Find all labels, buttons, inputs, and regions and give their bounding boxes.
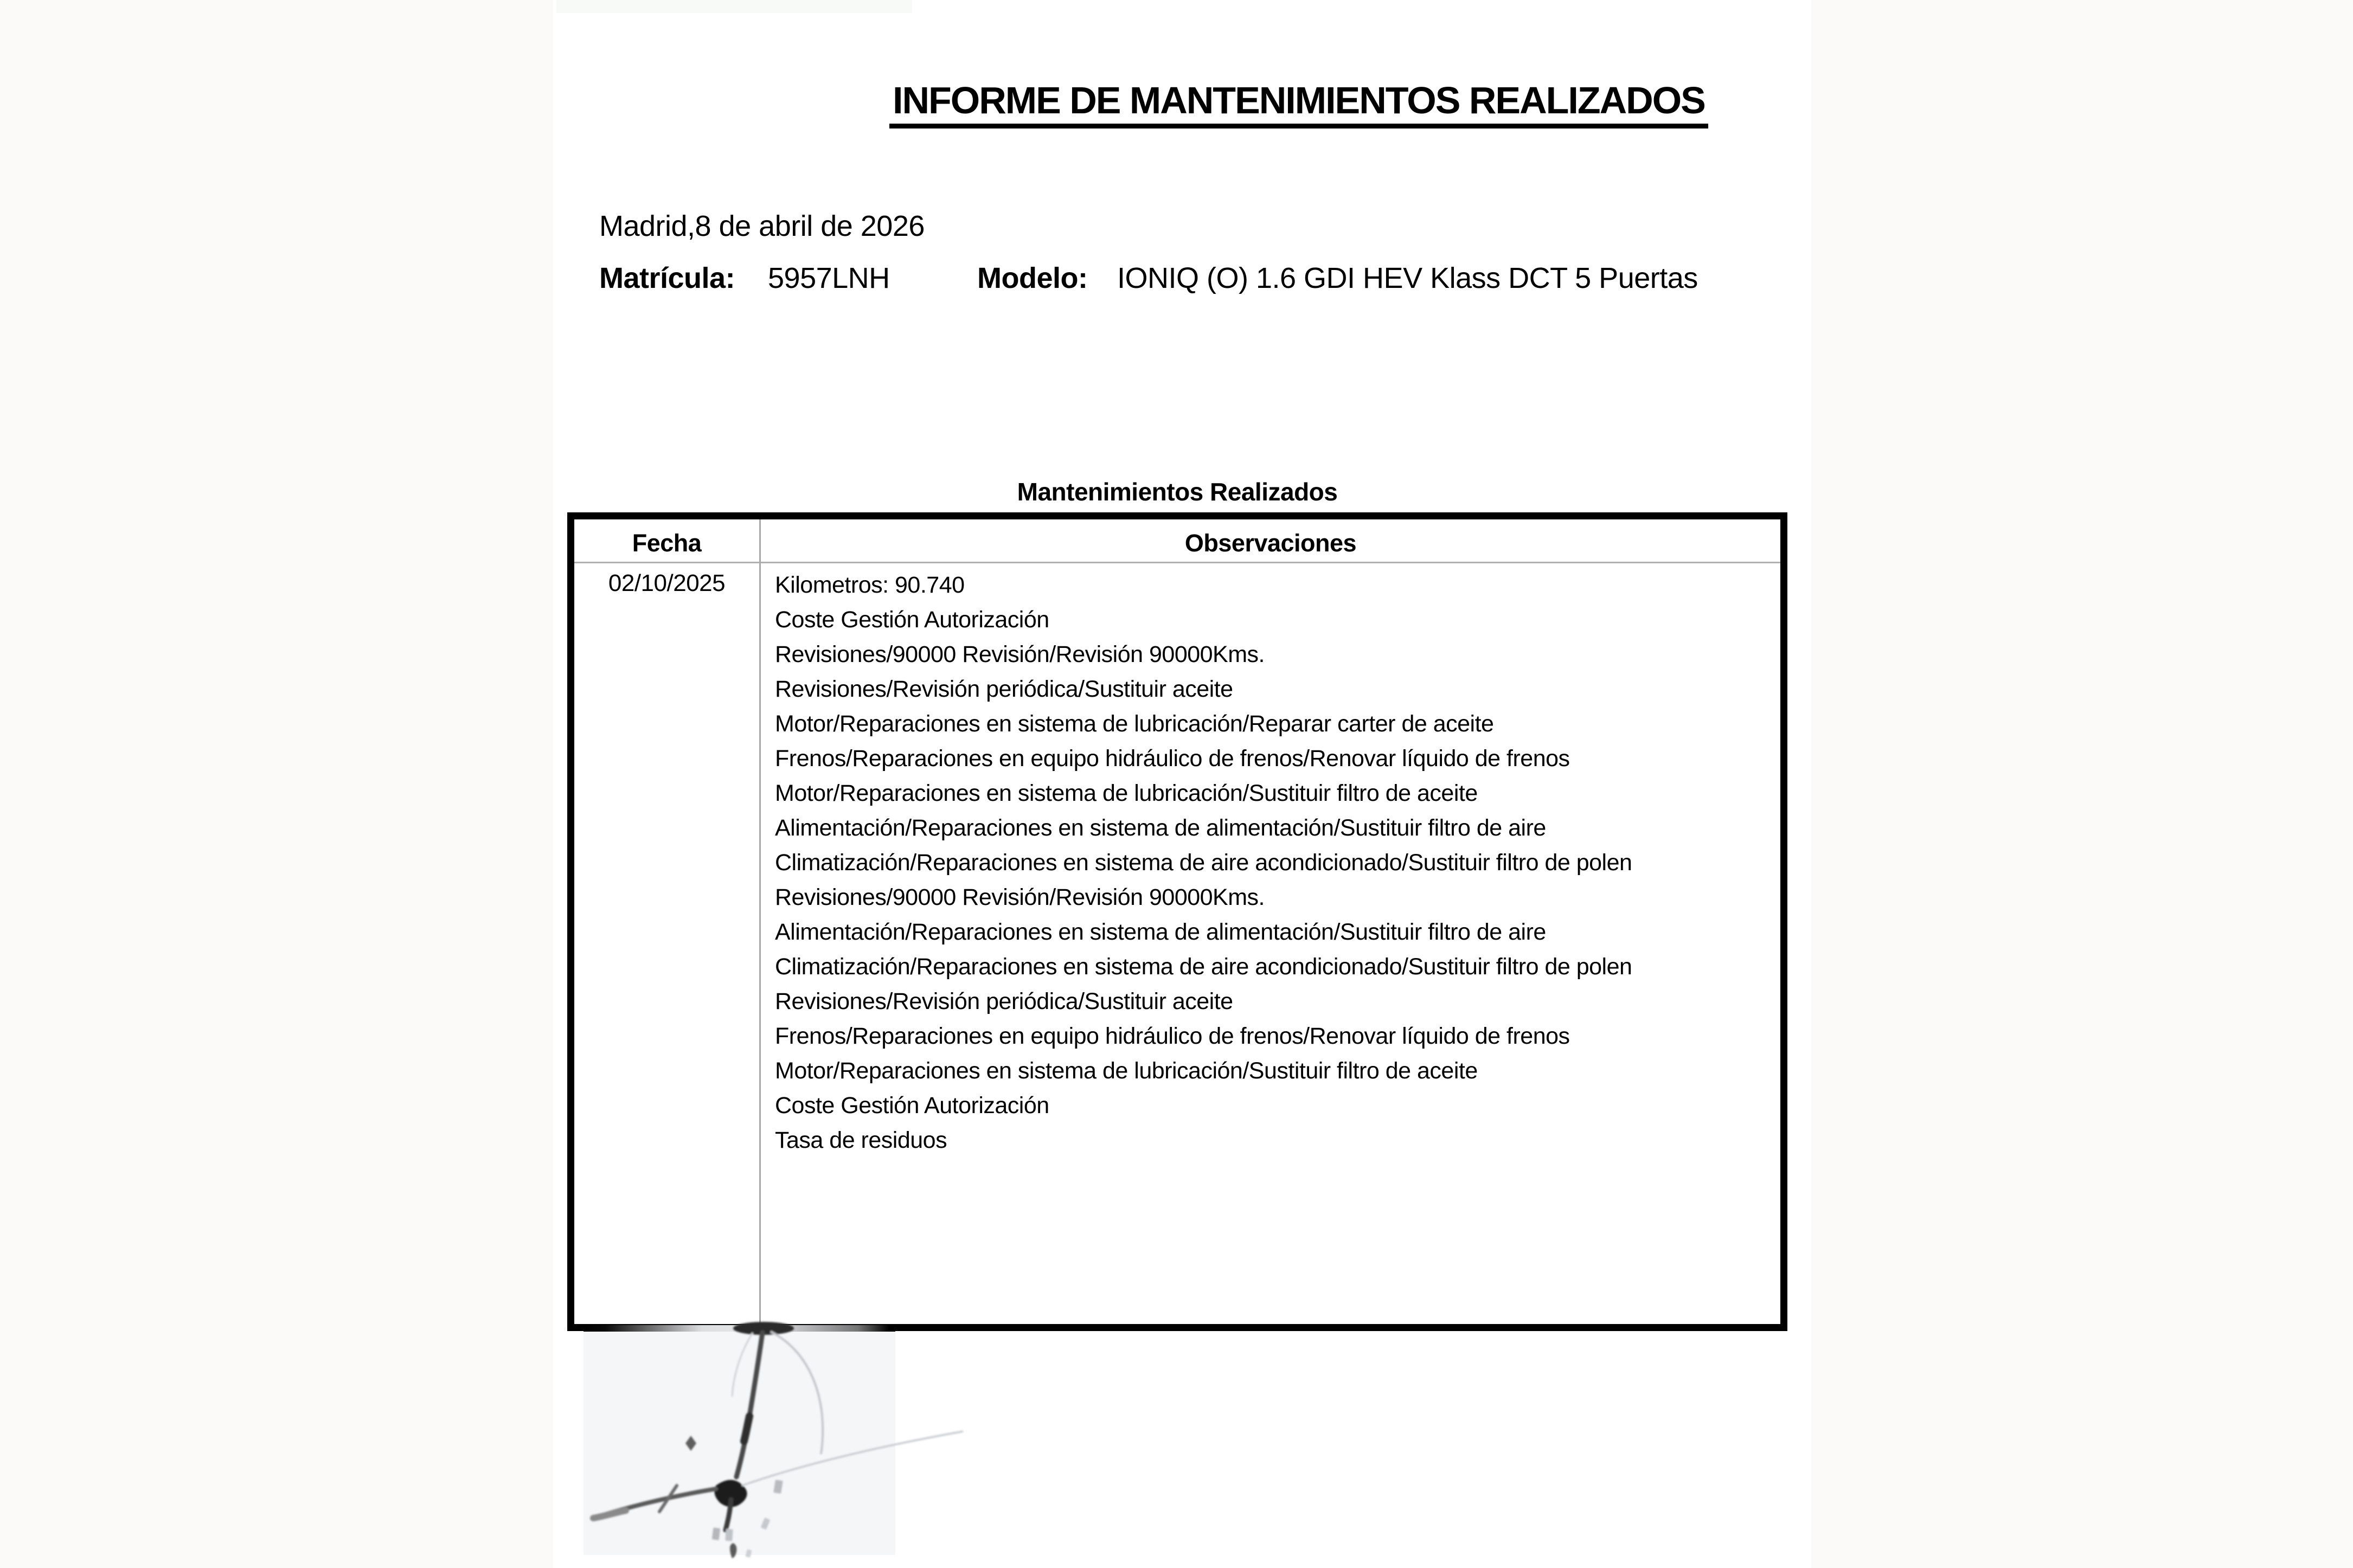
observation-line: Climatización/Reparaciones en sistema de aire acondicionado/Sustituir filtro de polen [775, 954, 1632, 980]
observation-line: Alimentación/Reparaciones en sistema de alimentación/Sustituir filtro de aire [775, 815, 1546, 841]
observation-line: Coste Gestión Autorización [775, 1093, 1049, 1119]
report-page [553, 0, 1811, 1568]
scan-artifact-strip [556, 0, 912, 13]
observation-line: Climatización/Reparaciones en sistema de aire acondicionado/Sustituir filtro de polen [775, 850, 1632, 876]
matricula-label: Matrícula: [599, 262, 735, 294]
modelo-value: IONIQ (O) 1.6 GDI HEV Klass DCT 5 Puertas [1117, 262, 1698, 294]
observation-line: Motor/Reparaciones en sistema de lubricación/Reparar carter de aceite [775, 711, 1494, 737]
report-title-wrap [889, 79, 1705, 128]
signature-ink [584, 1325, 895, 1555]
observation-line: Revisiones/90000 Revisión/Revisión 90000Kms. [775, 884, 1265, 910]
report-title: INFORME DE MANTENIMIENTOS REALIZADOS [889, 81, 1708, 128]
table-cell-observaciones [761, 563, 1780, 1324]
observation-line: Revisiones/90000 Revisión/Revisión 90000Kms. [775, 641, 1265, 667]
modelo-label: Modelo: [977, 262, 1088, 294]
matricula-value: 5957LNH [768, 262, 890, 294]
observation-line: Coste Gestión Autorización [775, 607, 1049, 633]
observation-line: Revisiones/Revisión periódica/Sustituir aceite [775, 676, 1233, 702]
observation-line: Tasa de residuos [775, 1127, 947, 1153]
table-header-fecha: Fecha [574, 519, 761, 563]
observation-line: Kilometros: 90.740 [775, 572, 965, 598]
observation-line: Motor/Reparaciones en sistema de lubricación/Sustituir filtro de aceite [775, 780, 1478, 806]
maintenance-table [567, 512, 1787, 1331]
table-header-observaciones: Observaciones [761, 519, 1780, 563]
observation-line: Frenos/Reparaciones en equipo hidráulico de frenos/Renovar líquido de frenos [775, 746, 1570, 772]
signature-area [584, 1325, 895, 1555]
table-cell-fecha: 02/10/2025 [574, 563, 761, 1324]
observation-line: Frenos/Reparaciones en equipo hidráulico de frenos/Renovar líquido de frenos [775, 1023, 1570, 1049]
observation-line: Revisiones/Revisión periódica/Sustituir aceite [775, 988, 1233, 1014]
observation-line: Alimentación/Reparaciones en sistema de alimentación/Sustituir filtro de aire [775, 919, 1546, 945]
report-date-line: Madrid,8 de abril de 2026 [599, 210, 925, 242]
section-title: Mantenimientos Realizados [1017, 478, 1338, 506]
vehicle-fields [553, 261, 1811, 299]
observation-line: Motor/Reparaciones en sistema de lubricación/Sustituir filtro de aceite [775, 1058, 1478, 1084]
